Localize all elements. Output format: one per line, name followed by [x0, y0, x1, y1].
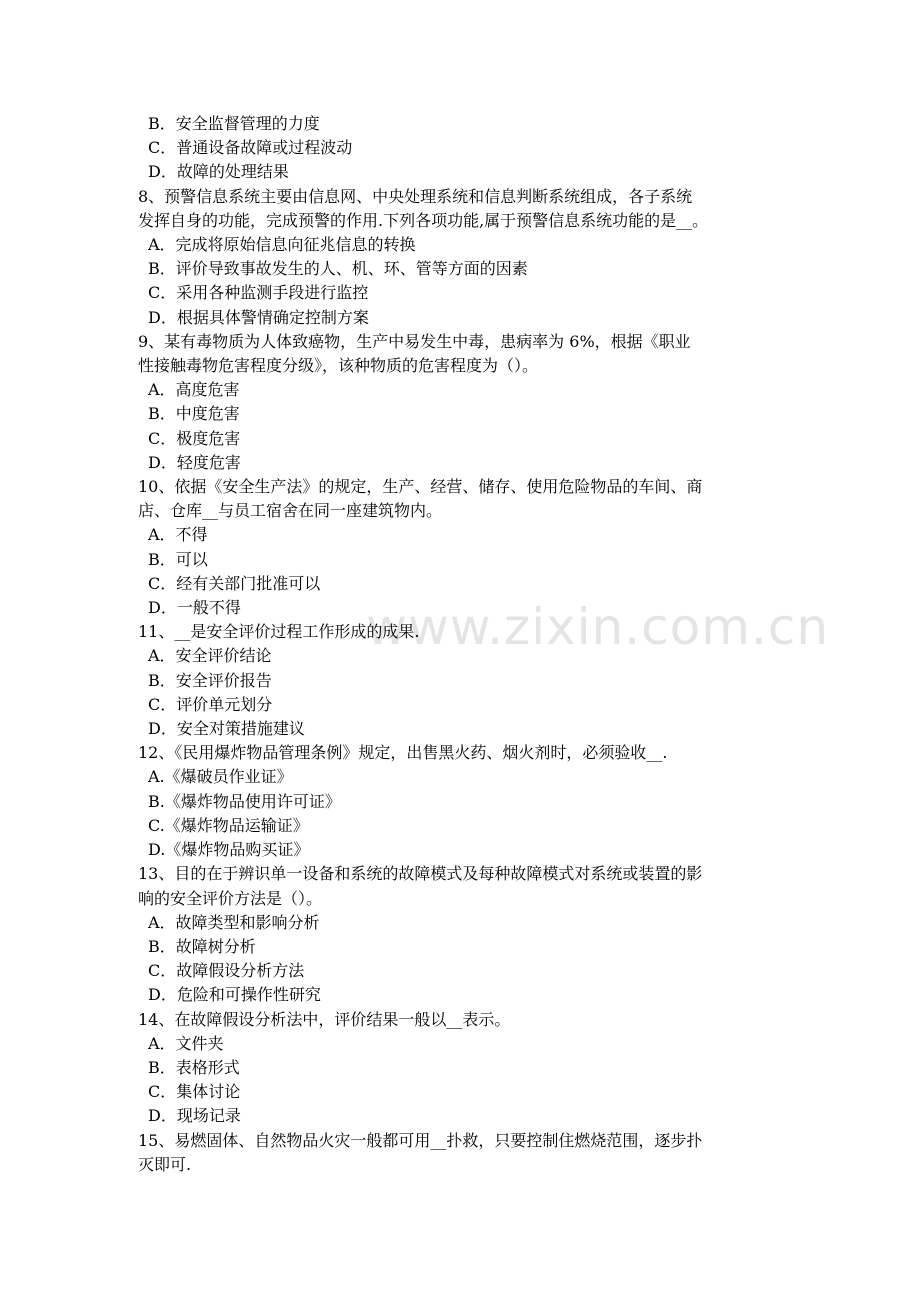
answer-option-line: B.《爆炸物品使用许可证》: [148, 791, 341, 811]
question-line: 15、易燃固体、自然物品火灾一般都可用__扑救，只要控制住燃烧范围，逐步扑: [138, 1130, 703, 1150]
answer-option-line: D．轻度危害: [148, 452, 241, 472]
question-line: 12、《民用爆炸物品管理条例》规定，出售黑火药、烟火剂时，必须验收__.: [138, 743, 668, 763]
question-line: 13、目的在于辨识单一设备和系统的故障模式及每种故障模式对系统或装置的影: [138, 864, 703, 884]
watermark-text: www.zixin.com.cn: [366, 598, 830, 656]
answer-option-line: A．高度危害: [148, 380, 240, 400]
document-body: [138, 112, 788, 1177]
answer-option-line: B．可以: [148, 549, 208, 569]
question-line: 灭即可.: [138, 1154, 192, 1174]
answer-option-line: A．安全评价结论: [148, 646, 272, 666]
question-line: 响的安全评价方法是（）。: [138, 888, 323, 908]
answer-option-line: A．完成将原始信息向征兆信息的转换: [148, 235, 416, 255]
question-line: 14、在故障假设分析法中，评价结果一般以__表示。: [138, 1009, 511, 1029]
answer-option-line: C．故障假设分析方法: [148, 961, 305, 981]
question-line: 8、预警信息系统主要由信息网、中央处理系统和信息判断系统组成，各子系统: [138, 186, 693, 206]
answer-option-line: B．中度危害: [148, 404, 240, 424]
answer-option-line: C．经有关部门批准可以: [148, 573, 321, 593]
answer-option-line: B．表格形式: [148, 1057, 240, 1077]
answer-option-line: B．评价导致事故发生的人、机、环、管等方面的因素: [148, 259, 528, 279]
answer-option-line: C．集体讨论: [148, 1082, 241, 1102]
answer-option-line: D．安全对策措施建议: [148, 719, 305, 739]
question-line: 9、某有毒物质为人体致癌物，生产中易发生中毒，患病率为 6%，根据《职业: [138, 331, 691, 351]
answer-option-line: C．评价单元划分: [148, 694, 273, 714]
answer-option-line: C．普通设备故障或过程波动: [148, 138, 353, 158]
answer-option-line: B．故障树分析: [148, 936, 256, 956]
answer-option-line: A．文件夹: [148, 1033, 224, 1053]
question-line: 发挥自身的功能，完成预警的作用.下列各项功能,属于预警信息系统功能的是__。: [138, 210, 709, 230]
answer-option-line: D．一般不得: [148, 598, 241, 618]
question-line: 性接触毒物危害程度分级》，该种物质的危害程度为（）。: [138, 356, 539, 376]
answer-option-line: D．危险和可操作性研究: [148, 985, 321, 1005]
answer-option-line: B．安全监督管理的力度: [148, 114, 320, 133]
answer-option-line: C．极度危害: [148, 428, 241, 448]
question-line: 店、仓库__与员工宿舍在同一座建筑物内。: [138, 501, 443, 521]
answer-option-line: D．现场记录: [148, 1106, 241, 1126]
answer-option-line: D.《爆炸物品购买证》: [148, 840, 310, 860]
answer-option-line: C.《爆炸物品运输证》: [148, 815, 309, 835]
answer-option-line: C．采用各种监测手段进行监控: [148, 283, 369, 303]
answer-option-line: A.《爆破员作业证》: [148, 767, 293, 787]
answer-option-line: A．不得: [148, 525, 208, 545]
question-line: 10、依据《安全生产法》的规定，生产、经营、储存、使用危险物品的车间、商: [138, 477, 703, 497]
answer-option-line: B．安全评价报告: [148, 670, 272, 690]
answer-option-line: A．故障类型和影响分析: [148, 912, 320, 932]
question-line: 11、__是安全评价过程工作形成的成果.: [138, 622, 420, 642]
answer-option-line: D．故障的处理结果: [148, 162, 289, 182]
answer-option-line: D．根据具体警情确定控制方案: [148, 307, 369, 327]
